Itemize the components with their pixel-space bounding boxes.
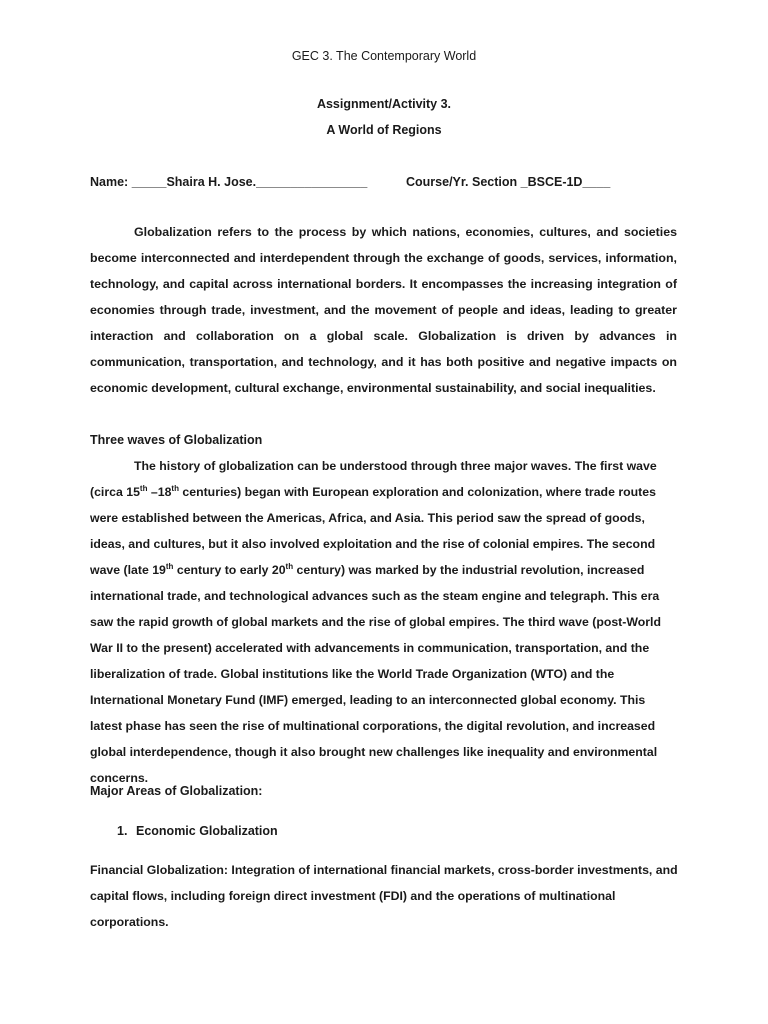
course-value: _BSCE-1D____ — [520, 175, 611, 189]
list-number: 1. — [117, 824, 128, 838]
intro-paragraph: Globalization refers to the process by which nations, economies, cultures, and societies become interconnected and interdependent through the exchange of goods, services, information, technology, and capital across international borders. It encompasses the increasing integration of economies through trade, investment, and the movement of people and ideas, leading to greater interaction and collaboration on a global scale. Globalization is driven by advances in communication, transportation, and technology, and it has both positive and negative impacts on economic development, cultural exchange, environmental sustainability, and social inequalities. — [90, 225, 677, 395]
list-item-economic: Economic Globalization — [136, 824, 278, 838]
areas-heading: Major Areas of Globalization: — [90, 784, 263, 798]
name-label: Name: — [90, 175, 129, 189]
waves-paragraph: The history of globalization can be understood through three major waves. The first wave (circa 15th –18th centuries) began with European exploration and colonization, where trade routes were established between the Americas, Africa, and Asia. This period saw the spread of goods, ideas, and cultures, but it also involved exploitation and the rise of colonial empires. The second wave (late 19th century to early 20th century) was marked by the industrial revolution, increased international trade, and technological advances such as the steam engine and telegraph. This era saw the rapid growth of global markets and the rise of global empires. The third wave (post-World War II to the present) accelerated with advancements in communication, transportation, and the liberalization of trade. Global institutions like the World Trade Organization (WTO) and the International Monetary Fund (IMF) emerged, leading to an interconnected global economy. This latest phase has seen the rise of multinational corporations, the digital revolution, and increased global interdependence, though it also brought new challenges like inequality and environmental concerns. — [90, 459, 661, 785]
course-line — [406, 174, 610, 190]
name-value: _____Shaira H. Jose.________________ — [131, 175, 368, 189]
course-title: GEC 3. The Contemporary World — [291, 49, 477, 63]
assignment-title: Assignment/Activity 3. — [316, 97, 452, 111]
name-line — [90, 174, 367, 190]
waves-heading: Three waves of Globalization — [90, 433, 263, 447]
course-label: Course/Yr. Section — [406, 175, 518, 189]
financial-paragraph: Financial Globalization: Integration of international financial markets, cross-border investments, and capital flows, including foreign direct investment (FDI) and the operations of multinational corporations. — [90, 863, 678, 929]
topic-title: A World of Regions — [326, 123, 442, 137]
